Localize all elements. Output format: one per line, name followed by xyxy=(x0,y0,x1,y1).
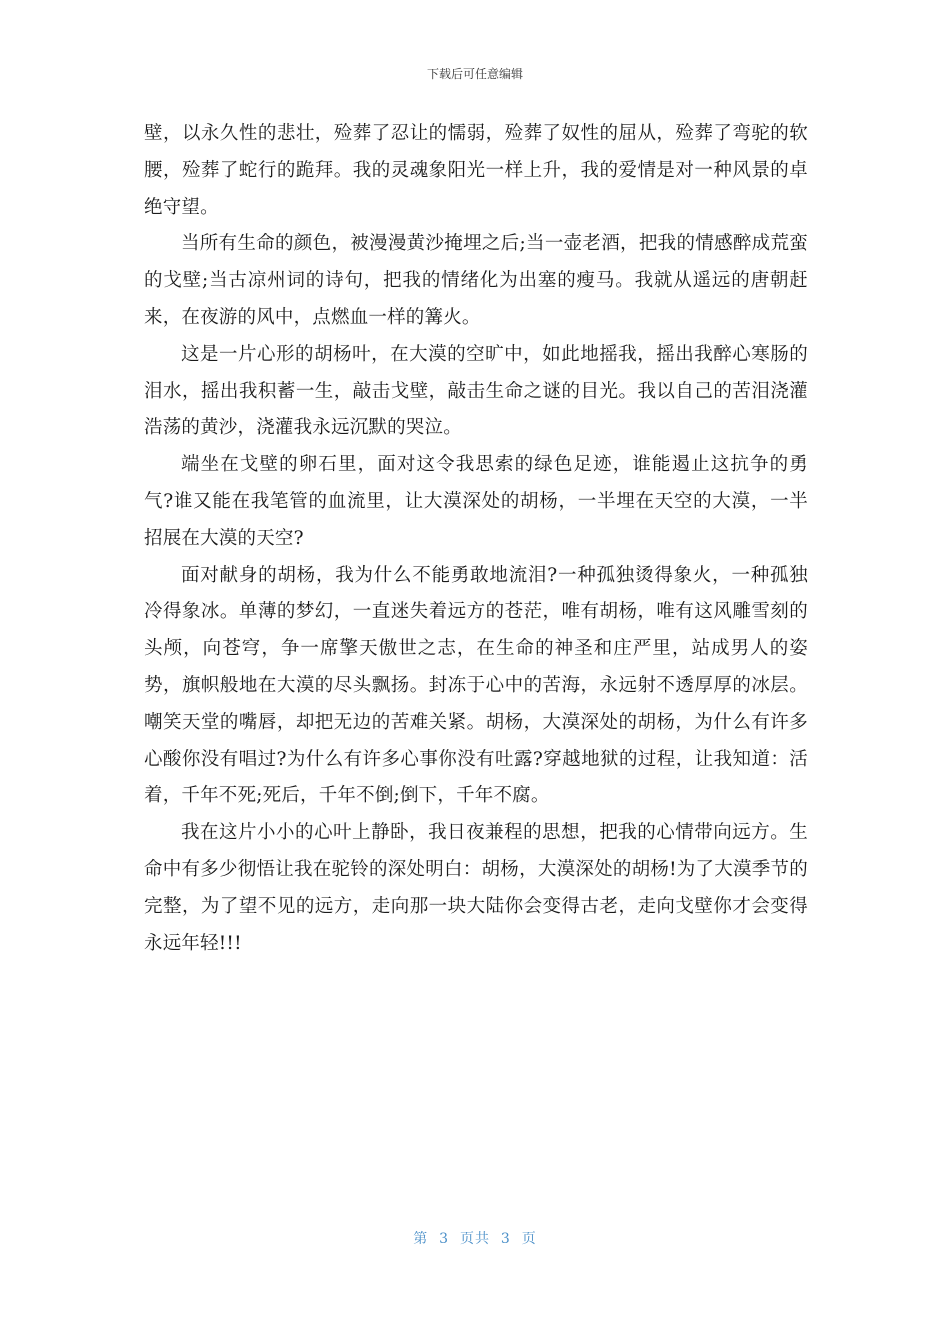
page-header: 下载后可任意编辑 xyxy=(426,67,523,81)
paragraph-continued: 壁，以永久性的悲壮，殓葬了忍让的懦弱，殓葬了奴性的屈从，殓葬了弯驼的软腰，殓葬了蛇行的跪拜。我的灵魂象阳光一样上升，我的爱情是对一种风景的卓绝守望。 xyxy=(144,123,808,218)
paragraph: 这是一片心形的胡杨叶，在大漠的空旷中，如此地摇我，摇出我醉心寒肠的泪水，摇出我积蓄一生，敲击戈壁，敲击生命之谜的目光。我以自己的苦泪浇灌浩荡的黄沙，浇灌我永远沉默的哭泣。 xyxy=(144,343,808,439)
page-number-footer xyxy=(0,1229,950,1249)
paragraph: 面对献身的胡杨，我为什么不能勇敢地流泪?一种孤独烫得象火，一种孤独冷得象冰。单薄的梦幻，一直迷失着远方的苍茫，唯有胡杨，唯有这风雕雪刻的头颅，向苍穹，争一席擎天傲世之志，在生命的神圣和庄严里，站成男人的姿势，旗帜般地在大漠的尽头飘扬。封冻于心中的苦海，永远射不透厚厚的冰层。嘲笑天堂的嘴唇，却把无边的苦难关紧。胡杨，大漠深处的胡杨，为什么有许多心酸你没有唱过?为什么有许多心事你没有吐露?穿越地狱的过程，让我知道：活着，千年不死;死后，千年不倒;倒下，千年不腐。 xyxy=(144,564,808,807)
paragraph: 端坐在戈壁的卵石里，面对这令我思索的绿色足迹，谁能遏止这抗争的勇气?谁又能在我笔管的血流里，让大漠深处的胡杨，一半埋在天空的大漠，一半招展在大漠的天空? xyxy=(144,454,808,549)
document-body xyxy=(144,116,808,962)
paragraph: 当所有生命的颜色，被漫漫黄沙掩埋之后;当一壶老酒，把我的情感醉成荒蛮的戈壁;当古凉州词的诗句，把我的情绪化为出塞的瘦马。我就从遥远的唐朝赶来，在夜游的风中，点燃血一样的篝火。 xyxy=(144,233,808,328)
page-number-text: 第 3 页共 3 页 xyxy=(413,1231,537,1247)
paragraph: 我在这片小小的心叶上静卧，我日夜兼程的思想，把我的心情带向远方。生命中有多少彻悟让我在驼铃的深处明白：胡杨，大漠深处的胡杨!为了大漠季节的完整，为了望不见的远方，走向那一块大陆你会变得古老，走向戈壁你才会变得永远年轻!!! xyxy=(144,822,808,954)
